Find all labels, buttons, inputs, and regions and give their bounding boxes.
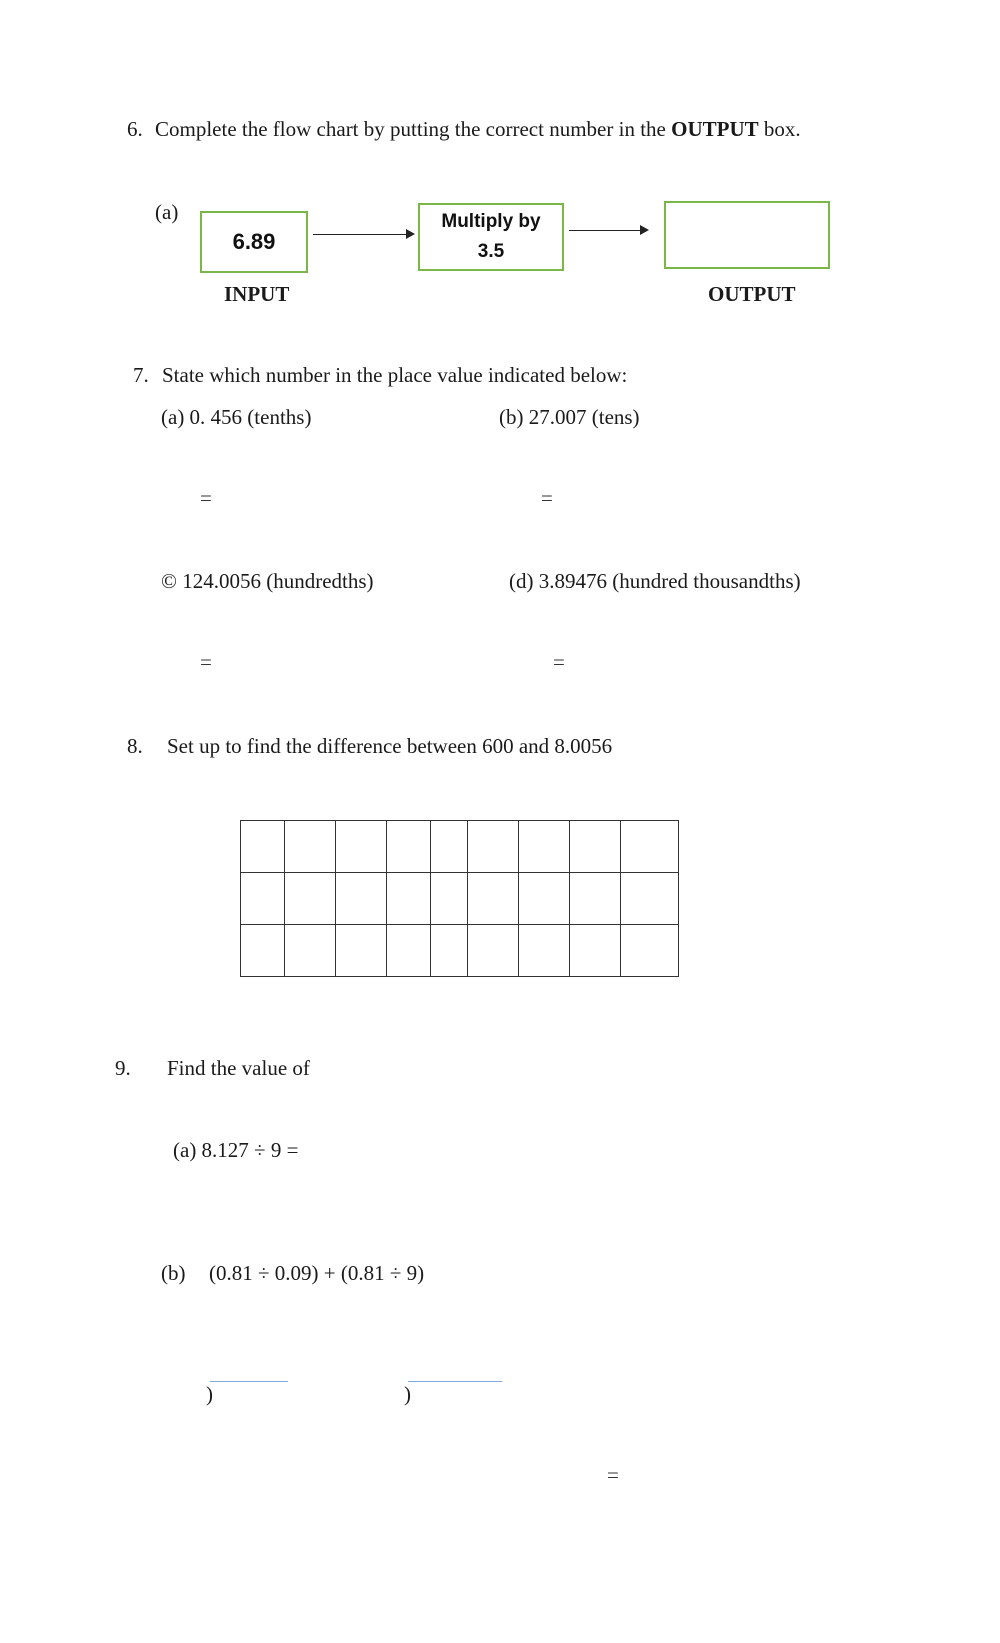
q7-number: 7. (133, 363, 149, 387)
q7-b-equals: = (541, 486, 553, 510)
q7-part-c: © 124.0056 (hundredths) (161, 569, 374, 593)
q6-number: 6. (127, 117, 143, 141)
input-label: INPUT (224, 282, 290, 306)
q9-text: Find the value of (167, 1056, 310, 1080)
q7-part-d: (d) 3.89476 (hundred thousandths) (509, 569, 801, 593)
q8-text: Set up to find the difference between 600 and 8.0056 (167, 734, 613, 758)
grid-cell[interactable] (570, 821, 621, 873)
output-answer-input[interactable] (675, 222, 819, 249)
arrow-operation-to-output (569, 230, 647, 231)
grid-cell[interactable] (519, 821, 570, 873)
grid-cell[interactable] (519, 925, 570, 977)
grid-row (241, 873, 679, 925)
input-value: 6.89 (232, 229, 276, 254)
grid-cell[interactable] (387, 873, 431, 925)
q6-text-bold: OUTPUT (671, 117, 759, 141)
grid-row (241, 925, 679, 977)
grid-cell[interactable] (241, 925, 285, 977)
operation-box (418, 203, 564, 271)
division-bracket-2: ) (404, 1382, 411, 1406)
grid-cell[interactable] (336, 821, 387, 873)
operation-line2: 3.5 (477, 241, 505, 262)
grid-cell[interactable] (285, 821, 336, 873)
q9-a-answer-input[interactable] (335, 1135, 539, 1162)
grid-cell[interactable] (468, 873, 519, 925)
grid-cell[interactable] (241, 821, 285, 873)
grid-cell[interactable] (285, 873, 336, 925)
grid-cell[interactable] (519, 873, 570, 925)
q9-number: 9. (115, 1056, 131, 1080)
grid-cell[interactable] (336, 873, 387, 925)
grid-cell[interactable] (570, 925, 621, 977)
q7-c-equals: = (200, 650, 212, 674)
q7-b-answer-input[interactable] (563, 484, 747, 511)
division-1-work-input[interactable] (218, 1382, 292, 1409)
grid-cell[interactable] (431, 925, 468, 977)
q9-part-a: (a) 8.127 ÷ 9 = (173, 1138, 299, 1162)
grid-cell[interactable] (621, 821, 679, 873)
arrow-input-to-operation (313, 234, 413, 235)
grid-cell[interactable] (387, 925, 431, 977)
grid-row (241, 821, 679, 873)
grid-cell[interactable] (431, 873, 468, 925)
grid-cell[interactable] (621, 925, 679, 977)
q7-c-answer-input[interactable] (222, 648, 406, 675)
grid-cell[interactable] (621, 873, 679, 925)
q9-b-equals: = (607, 1463, 619, 1487)
division-2-work-input[interactable] (416, 1382, 506, 1409)
q6-text-after: box. (758, 117, 801, 141)
grid-cell[interactable] (431, 821, 468, 873)
grid-cell[interactable] (468, 925, 519, 977)
subtraction-grid (240, 820, 679, 977)
q6-text (155, 116, 801, 142)
q7-a-answer-input[interactable] (222, 484, 406, 511)
q9-part-b-label: (b) (161, 1261, 186, 1285)
division-bracket-1: ) (206, 1382, 213, 1406)
grid-cell[interactable] (468, 821, 519, 873)
q9-part-b-expression: (0.81 ÷ 0.09) + (0.81 ÷ 9) (209, 1261, 425, 1285)
q6-text-before: Complete the flow chart by putting the correct number in the (155, 117, 672, 141)
q7-a-equals: = (200, 486, 212, 510)
q7-text: State which number in the place value indicated below: (162, 363, 628, 387)
grid-cell[interactable] (285, 925, 336, 977)
grid-cell[interactable] (387, 821, 431, 873)
input-box (200, 211, 308, 273)
q7-d-equals: = (553, 650, 565, 674)
operation-line1: Multiply by (441, 211, 541, 232)
grid-cell[interactable] (570, 873, 621, 925)
q7-part-b: (b) 27.007 (tens) (499, 405, 640, 429)
q8-number: 8. (127, 734, 143, 758)
output-box[interactable] (664, 201, 830, 269)
output-label: OUTPUT (708, 282, 796, 306)
q6-part-label: (a) (155, 200, 179, 224)
q7-d-answer-input[interactable] (575, 648, 759, 675)
q9-b-answer-input[interactable] (630, 1461, 834, 1488)
grid-cell[interactable] (336, 925, 387, 977)
grid-cell[interactable] (241, 873, 285, 925)
q7-part-a: (a) 0. 456 (tenths) (161, 405, 312, 429)
